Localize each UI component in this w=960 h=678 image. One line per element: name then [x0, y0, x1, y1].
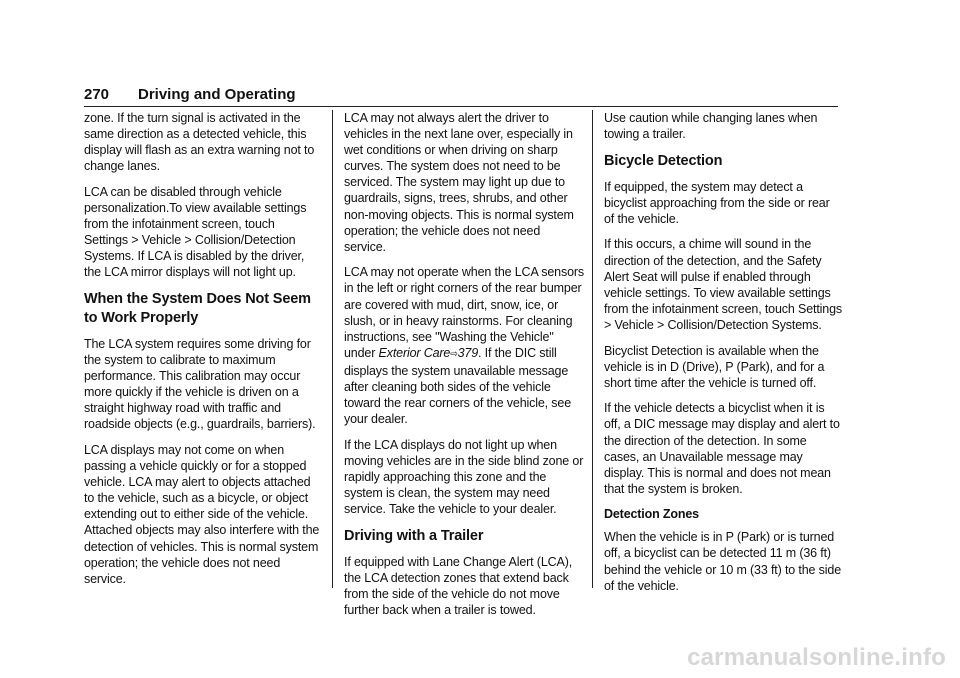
watermark: carmanualsonline.info	[687, 644, 946, 671]
subheading: Driving with a Trailer	[344, 527, 484, 544]
paragraph: If equipped, the system may detect a bicyclist approaching from the side or rear of the vehicle.	[604, 179, 830, 226]
paragraph: zone. If the turn signal is activated in the same direction as a detected vehicle, this display will flash as an extra warning not to change lanes.	[84, 111, 315, 174]
paragraph: If the LCA displays do not light up when moving vehicles are in the side blind zone or rapidly approaching this zone and the system is clean, the system may need service. Take the vehicle to your dealer.	[344, 437, 584, 517]
page-header	[84, 84, 838, 107]
paragraph: If equipped with Lane Change Alert (LCA), the LCA detection zones that extend back from the side of the vehicle do not move further back when a trailer is towed.	[344, 554, 573, 618]
section-title: Driving and Operating	[138, 86, 296, 103]
page-number: 270	[84, 86, 110, 103]
paragraph: Bicyclist Detection is available when the vehicle is in D (Drive), P (Park), and for a short time after the vehicle is turned off.	[604, 343, 825, 390]
paragraph-text: LCA may not operate when the LCA sensors in the left or right corners of the rear bumper are covered with mud, dirt, snow, ice, or slush, or in heavy rainstorms. For cleaning instructions, see "Washing the Vehicle" under	[344, 265, 584, 360]
paragraph: Use caution while changing lanes when towing a trailer.	[604, 111, 818, 142]
paragraph: LCA can be disabled through vehicle personalization.To view available settings from the infotainment screen, touch Settings > Vehicle > Collision/Detection Systems. If LCA is disabled by the driver, the LCA mirror displays will not light up.	[84, 184, 307, 280]
column-1	[84, 110, 320, 596]
column-divider	[592, 110, 593, 588]
paragraph: LCA displays may not come on when passing a vehicle quickly or for a stopped vehicle. LCA may alert to objects attached to the vehicle, such as a bicycle, or object extending out to either side of the vehicle. Attached objects may also interfere with the detection of vehicles. This is normal system operation; the vehicle does not need service.	[84, 443, 320, 586]
column-divider	[332, 110, 333, 588]
column-3	[604, 110, 842, 603]
page-ref-arrow-icon: ⇨	[450, 348, 458, 360]
paragraph: LCA may not always alert the driver to vehicles in the next lane over, especially in wet conditions or when driving on sharp curves. The system does not need to be serviced. The system may light up due to guardrails, signs, trees, shrubs, and other non-moving objects. This is normal system operation; the vehicle does not need service.	[344, 111, 574, 254]
column-2	[344, 110, 584, 628]
paragraph-text: . If the DIC still displays the system unavailable message after cleaning both sides of the vehicle toward the rear corners of the vehicle, see your dealer.	[344, 345, 572, 427]
minor-heading: Detection Zones	[604, 507, 699, 522]
paragraph	[344, 264, 584, 427]
cross-reference-link[interactable]: Exterior Care	[378, 345, 451, 360]
subheading: When the System Does Not Seem to Work Properly	[84, 290, 311, 326]
paragraph: The LCA system requires some driving for the system to calibrate to maximum performance. This calibration may occur more quickly if the vehicle is driven on a straight highway road with traffic and roadside objects (e.g., guardrails, barriers).	[84, 336, 316, 432]
paragraph: If this occurs, a chime will sound in the direction of the detection, and the Safety Alert Seat will pulse if enabled through vehicle settings. To view available settings from the infotainment screen, touch Settings > Vehicle > Collision/Detection Systems.	[604, 237, 842, 332]
cross-reference-page[interactable]: 379	[457, 345, 479, 360]
subheading: Bicycle Detection	[604, 152, 723, 169]
paragraph: When the vehicle is in P (Park) or is turned off, a bicyclist can be detected 11 m (36 ft) behind the vehicle or 10 m (33 ft) to the side of the vehicle.	[604, 530, 841, 593]
paragraph: If the vehicle detects a bicyclist when it is off, a DIC message may display and alert to the direction of the detection. In some cases, an Unavailable message may display. This is normal and does not mean that the system is broken.	[604, 401, 840, 496]
